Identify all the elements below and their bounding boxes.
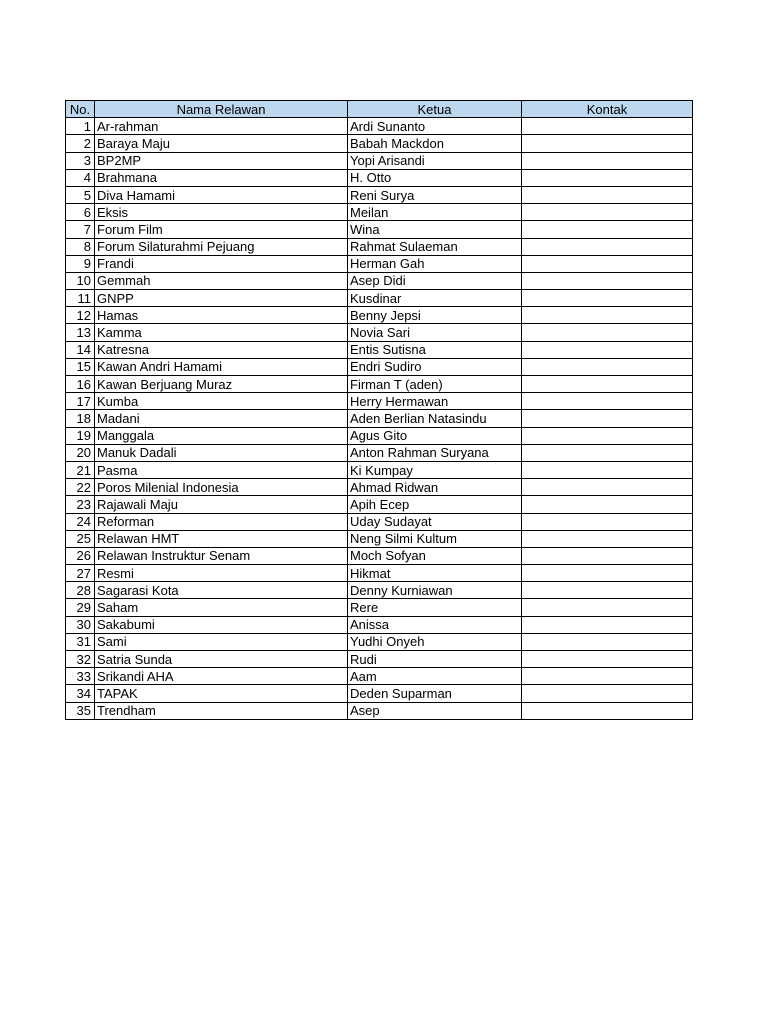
table-row: [66, 307, 693, 324]
cell-nama-relawan: Diva Hamami: [95, 186, 348, 203]
cell-nama-relawan: Trendham: [95, 702, 348, 719]
cell-no: 33: [66, 668, 95, 685]
cell-kontak: [522, 204, 693, 221]
cell-no: 15: [66, 358, 95, 375]
cell-no: 3: [66, 152, 95, 169]
table-row: [66, 427, 693, 444]
cell-ketua: Aden Berlian Natasindu: [348, 410, 522, 427]
relawan-table: [65, 100, 693, 720]
cell-kontak: [522, 479, 693, 496]
cell-ketua: Rudi: [348, 651, 522, 668]
cell-kontak: [522, 410, 693, 427]
table-row: [66, 135, 693, 152]
cell-kontak: [522, 272, 693, 289]
table-row: [66, 461, 693, 478]
table-row: [66, 582, 693, 599]
cell-no: 31: [66, 633, 95, 650]
cell-nama-relawan: Forum Silaturahmi Pejuang: [95, 238, 348, 255]
cell-ketua: Benny Jepsi: [348, 307, 522, 324]
table-row: [66, 547, 693, 564]
cell-ketua: Asep Didi: [348, 272, 522, 289]
header-ketua: Ketua: [348, 101, 522, 118]
cell-nama-relawan: Kawan Andri Hamami: [95, 358, 348, 375]
cell-nama-relawan: Katresna: [95, 341, 348, 358]
cell-nama-relawan: Relawan Instruktur Senam: [95, 547, 348, 564]
cell-no: 26: [66, 547, 95, 564]
table-row: [66, 651, 693, 668]
table-row: [66, 668, 693, 685]
table-row: [66, 410, 693, 427]
cell-no: 16: [66, 376, 95, 393]
cell-no: 32: [66, 651, 95, 668]
cell-kontak: [522, 530, 693, 547]
cell-ketua: Meilan: [348, 204, 522, 221]
table-row: [66, 238, 693, 255]
cell-nama-relawan: Reforman: [95, 513, 348, 530]
cell-ketua: Reni Surya: [348, 186, 522, 203]
cell-ketua: Anton Rahman Suryana: [348, 444, 522, 461]
cell-ketua: Herry Hermawan: [348, 393, 522, 410]
cell-no: 34: [66, 685, 95, 702]
cell-no: 13: [66, 324, 95, 341]
table-row: [66, 290, 693, 307]
cell-nama-relawan: GNPP: [95, 290, 348, 307]
cell-kontak: [522, 255, 693, 272]
cell-ketua: Firman T (aden): [348, 376, 522, 393]
cell-kontak: [522, 651, 693, 668]
table-row: [66, 255, 693, 272]
cell-kontak: [522, 496, 693, 513]
table-row: [66, 702, 693, 719]
table-row: [66, 393, 693, 410]
cell-no: 1: [66, 118, 95, 135]
cell-kontak: [522, 668, 693, 685]
cell-nama-relawan: BP2MP: [95, 152, 348, 169]
cell-no: 30: [66, 616, 95, 633]
cell-ketua: Babah Mackdon: [348, 135, 522, 152]
cell-kontak: [522, 461, 693, 478]
cell-nama-relawan: Hamas: [95, 307, 348, 324]
cell-kontak: [522, 599, 693, 616]
cell-nama-relawan: Kawan Berjuang Muraz: [95, 376, 348, 393]
cell-ketua: Moch Sofyan: [348, 547, 522, 564]
cell-nama-relawan: Rajawali Maju: [95, 496, 348, 513]
cell-ketua: Herman Gah: [348, 255, 522, 272]
cell-kontak: [522, 513, 693, 530]
cell-no: 17: [66, 393, 95, 410]
cell-no: 2: [66, 135, 95, 152]
table-row: [66, 221, 693, 238]
cell-nama-relawan: Manuk Dadali: [95, 444, 348, 461]
cell-no: 35: [66, 702, 95, 719]
cell-kontak: [522, 702, 693, 719]
cell-no: 14: [66, 341, 95, 358]
cell-kontak: [522, 290, 693, 307]
cell-ketua: Entis Sutisna: [348, 341, 522, 358]
cell-ketua: Neng Silmi Kultum: [348, 530, 522, 547]
cell-nama-relawan: Gemmah: [95, 272, 348, 289]
cell-ketua: Rahmat Sulaeman: [348, 238, 522, 255]
header-kontak: Kontak: [522, 101, 693, 118]
cell-ketua: Yudhi Onyeh: [348, 633, 522, 650]
header-row: [66, 101, 693, 118]
table-row: [66, 341, 693, 358]
cell-no: 9: [66, 255, 95, 272]
table-row: [66, 272, 693, 289]
cell-ketua: Yopi Arisandi: [348, 152, 522, 169]
cell-no: 20: [66, 444, 95, 461]
cell-no: 25: [66, 530, 95, 547]
table-row: [66, 530, 693, 547]
cell-nama-relawan: Kamma: [95, 324, 348, 341]
table-row: [66, 633, 693, 650]
cell-kontak: [522, 358, 693, 375]
table-row: [66, 685, 693, 702]
cell-ketua: Deden Suparman: [348, 685, 522, 702]
cell-nama-relawan: Manggala: [95, 427, 348, 444]
cell-no: 8: [66, 238, 95, 255]
header-no: No.: [66, 101, 95, 118]
cell-kontak: [522, 324, 693, 341]
cell-nama-relawan: Baraya Maju: [95, 135, 348, 152]
cell-no: 6: [66, 204, 95, 221]
cell-kontak: [522, 341, 693, 358]
cell-no: 21: [66, 461, 95, 478]
cell-no: 11: [66, 290, 95, 307]
cell-ketua: Endri Sudiro: [348, 358, 522, 375]
cell-no: 27: [66, 565, 95, 582]
cell-ketua: Kusdinar: [348, 290, 522, 307]
cell-nama-relawan: Sakabumi: [95, 616, 348, 633]
cell-kontak: [522, 633, 693, 650]
cell-ketua: Hikmat: [348, 565, 522, 582]
cell-kontak: [522, 685, 693, 702]
cell-nama-relawan: Resmi: [95, 565, 348, 582]
cell-ketua: Ahmad Ridwan: [348, 479, 522, 496]
cell-kontak: [522, 186, 693, 203]
cell-kontak: [522, 169, 693, 186]
cell-ketua: Apih Ecep: [348, 496, 522, 513]
cell-kontak: [522, 565, 693, 582]
cell-no: 18: [66, 410, 95, 427]
cell-no: 24: [66, 513, 95, 530]
cell-nama-relawan: Madani: [95, 410, 348, 427]
cell-no: 23: [66, 496, 95, 513]
cell-nama-relawan: Relawan HMT: [95, 530, 348, 547]
cell-kontak: [522, 376, 693, 393]
cell-ketua: Denny Kurniawan: [348, 582, 522, 599]
cell-nama-relawan: Srikandi AHA: [95, 668, 348, 685]
cell-no: 12: [66, 307, 95, 324]
cell-ketua: Rere: [348, 599, 522, 616]
table-row: [66, 358, 693, 375]
cell-nama-relawan: Ar-rahman: [95, 118, 348, 135]
cell-kontak: [522, 221, 693, 238]
table-row: [66, 565, 693, 582]
cell-nama-relawan: Eksis: [95, 204, 348, 221]
table-row: [66, 169, 693, 186]
cell-nama-relawan: Poros Milenial Indonesia: [95, 479, 348, 496]
table-row: [66, 496, 693, 513]
cell-kontak: [522, 582, 693, 599]
table-header: [66, 101, 693, 118]
cell-kontak: [522, 135, 693, 152]
cell-ketua: Ardi Sunanto: [348, 118, 522, 135]
cell-nama-relawan: Pasma: [95, 461, 348, 478]
header-nama-relawan: Nama Relawan: [95, 101, 348, 118]
cell-ketua: Ki Kumpay: [348, 461, 522, 478]
cell-no: 29: [66, 599, 95, 616]
cell-nama-relawan: Saham: [95, 599, 348, 616]
cell-no: 19: [66, 427, 95, 444]
table-row: [66, 479, 693, 496]
cell-nama-relawan: Frandi: [95, 255, 348, 272]
cell-kontak: [522, 427, 693, 444]
cell-no: 28: [66, 582, 95, 599]
table-body: [66, 118, 693, 720]
cell-nama-relawan: Brahmana: [95, 169, 348, 186]
cell-no: 10: [66, 272, 95, 289]
cell-no: 5: [66, 186, 95, 203]
cell-ketua: Anissa: [348, 616, 522, 633]
cell-ketua: Asep: [348, 702, 522, 719]
cell-kontak: [522, 393, 693, 410]
table-row: [66, 616, 693, 633]
cell-ketua: H. Otto: [348, 169, 522, 186]
table-row: [66, 204, 693, 221]
cell-nama-relawan: Satria Sunda: [95, 651, 348, 668]
cell-kontak: [522, 444, 693, 461]
cell-no: 22: [66, 479, 95, 496]
cell-ketua: Uday Sudayat: [348, 513, 522, 530]
cell-kontak: [522, 238, 693, 255]
cell-ketua: Novia Sari: [348, 324, 522, 341]
table-row: [66, 376, 693, 393]
table-row: [66, 324, 693, 341]
cell-nama-relawan: TAPAK: [95, 685, 348, 702]
cell-kontak: [522, 307, 693, 324]
cell-nama-relawan: Sami: [95, 633, 348, 650]
cell-kontak: [522, 152, 693, 169]
table-row: [66, 118, 693, 135]
cell-no: 7: [66, 221, 95, 238]
cell-nama-relawan: Sagarasi Kota: [95, 582, 348, 599]
cell-ketua: Agus Gito: [348, 427, 522, 444]
cell-nama-relawan: Kumba: [95, 393, 348, 410]
table-row: [66, 186, 693, 203]
cell-kontak: [522, 118, 693, 135]
cell-kontak: [522, 616, 693, 633]
table-row: [66, 444, 693, 461]
table-row: [66, 152, 693, 169]
table-row: [66, 513, 693, 530]
cell-ketua: Aam: [348, 668, 522, 685]
cell-nama-relawan: Forum Film: [95, 221, 348, 238]
cell-no: 4: [66, 169, 95, 186]
table-row: [66, 599, 693, 616]
cell-kontak: [522, 547, 693, 564]
cell-ketua: Wina: [348, 221, 522, 238]
